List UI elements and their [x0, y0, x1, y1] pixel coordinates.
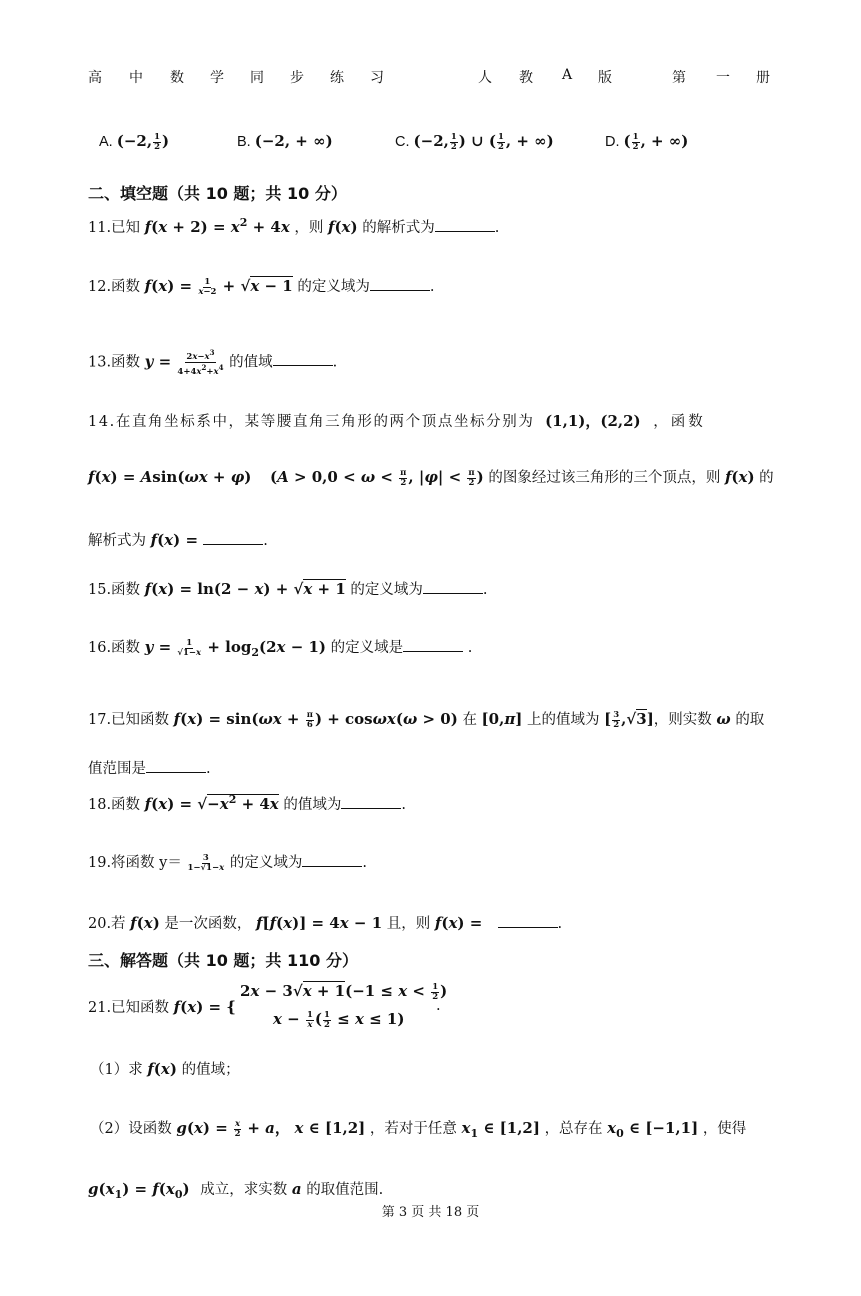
q21-math: a	[265, 1119, 275, 1137]
option-c	[395, 132, 554, 152]
q21-part-2-line2	[88, 1178, 383, 1201]
header-char: 练	[330, 70, 344, 86]
q21-math: 1	[470, 1126, 479, 1140]
header-char: 册	[756, 70, 770, 86]
q19-text: 的定义域为	[229, 855, 303, 871]
q21-text: 的取值范围.	[306, 1182, 384, 1198]
q21-part-1	[90, 1058, 240, 1079]
q21-math: x	[294, 1119, 304, 1137]
q21-math: g	[176, 1119, 187, 1137]
q14-text: 的	[759, 470, 774, 486]
q18-number: 18.函数	[88, 797, 141, 813]
q14-math: ) =	[173, 531, 204, 549]
question-16	[88, 636, 472, 659]
q20-text: 且，则	[386, 916, 431, 932]
q21-math: ∈ [−1,1]	[623, 1119, 699, 1137]
q21-text: 的值域；	[181, 1062, 240, 1078]
header-char: 一	[716, 70, 730, 86]
q20-math: f	[130, 914, 137, 932]
q21-math: (	[180, 998, 188, 1016]
q17-math: (	[395, 710, 403, 728]
q18-math: (	[151, 795, 159, 813]
q21-math: ) = {	[196, 998, 236, 1016]
q14-fx: x	[738, 468, 748, 486]
q14-math: (	[94, 468, 102, 486]
q21-part-2	[90, 1117, 746, 1140]
q15-text: 的定义域为	[350, 582, 423, 598]
q21-math: )	[169, 1060, 177, 1078]
q19-fraction: $\frac{3}{1-√1-x}$	[187, 852, 225, 873]
q16-number: 16.函数	[88, 640, 141, 656]
q15-number: 15.函数	[88, 582, 141, 598]
page-footer: 第 3 页 共 18 页	[381, 1205, 480, 1220]
option-d-label: D.	[605, 134, 620, 150]
answer-blank	[302, 852, 362, 867]
q20-math: x	[143, 914, 153, 932]
q14-math: f	[88, 468, 95, 486]
option-d-math: ( $\frac{1}{2}$ , + ∞)	[623, 131, 689, 152]
q18-text: 的值域为	[283, 797, 342, 813]
q12-text: 的定义域为	[297, 279, 370, 295]
q20-math: (	[136, 914, 144, 932]
q20-math: )	[152, 914, 160, 932]
section-3-title: 三、解答题（共 10 题；共 110 分）	[88, 951, 358, 970]
q17-number: 17.已知函数	[88, 712, 170, 728]
q13-fraction: $\frac{2x-x^3}{4+4x^2+x^4}$	[177, 348, 224, 377]
question-14-line3	[88, 529, 268, 550]
section-2-title: 二、填空题（共 10 题；共 10 分）	[88, 184, 347, 203]
q21-math: )	[182, 1180, 190, 1198]
q17-text: 上的值域为	[527, 712, 600, 728]
q13-text: 的值域	[229, 354, 273, 371]
q11-math: + 4	[247, 218, 281, 236]
q11-period: .	[494, 220, 500, 236]
q20-math: − 1	[348, 914, 383, 932]
option-c-label: C.	[395, 134, 410, 150]
q14-math: sin(	[152, 468, 185, 486]
q12-period: .	[429, 279, 435, 295]
header-char: 人	[478, 70, 492, 86]
q18-math: x	[158, 795, 168, 813]
q21-period: .	[436, 998, 441, 1014]
q17-text: ，则实数	[653, 712, 712, 728]
q20-math: f	[269, 914, 277, 932]
q21-number: 21.已知函数	[88, 1000, 170, 1016]
q11-number: 11.已知	[88, 220, 141, 236]
q14-period: .	[263, 533, 268, 549]
q21-math: ) =	[202, 1119, 234, 1137]
q14-math: x	[164, 531, 174, 549]
q15-math: x + 1	[303, 580, 346, 598]
q15-math: (	[151, 580, 159, 598]
question-12	[88, 275, 434, 297]
q17-math: ωx	[372, 710, 396, 728]
q21-math: ∈ [1,2]	[303, 1119, 366, 1137]
q17-math: f	[173, 710, 181, 728]
q17-math: ) = sin(	[196, 710, 259, 728]
question-21	[88, 996, 236, 1017]
q14-text: 解析式为	[88, 533, 146, 549]
q17-omega: ω	[716, 710, 731, 728]
q12-math: + √	[217, 277, 251, 295]
q21-math: x	[187, 998, 197, 1016]
q14-math: φ	[230, 468, 245, 486]
answer-blank	[146, 758, 206, 773]
answer-blank	[341, 794, 401, 809]
q20-math: x	[339, 914, 349, 932]
q21-math: f	[147, 1060, 154, 1078]
q17-math: ωx	[258, 710, 282, 728]
q17-text: 在	[462, 712, 477, 728]
q14-math: (	[157, 531, 165, 549]
q21-text: ，使得	[702, 1121, 747, 1137]
q20-period: .	[557, 916, 563, 932]
q21-math: x	[165, 1180, 175, 1198]
q15-math: x	[254, 580, 264, 598]
q16-math: y	[144, 638, 154, 656]
q21-piece-2: x − $\frac{1}{x}$ ( $\frac{1}{2}$ ≤ x ≤ 1)	[273, 1009, 405, 1030]
q12-number: 12.函数	[88, 279, 141, 295]
q20-math: f	[256, 914, 263, 932]
q20-math: [	[262, 914, 270, 932]
q17-fraction: $\frac{\pi}{6}$	[306, 709, 313, 730]
q11-math: (	[151, 218, 159, 236]
q21-math: (	[98, 1180, 106, 1198]
q19-period: .	[362, 855, 367, 871]
header-char: 第	[672, 70, 686, 86]
q16-text: 的定义域是	[330, 640, 404, 656]
q21-math: (	[158, 1180, 166, 1198]
header-char: 版	[598, 70, 612, 86]
q21-math: 1	[114, 1187, 123, 1201]
q11-math: 2	[239, 216, 248, 230]
q21-math: g	[88, 1180, 99, 1198]
q14-math: ) =	[110, 468, 141, 486]
q11-fx: f	[327, 218, 335, 236]
page-header	[0, 67, 861, 87]
q19-number: 19.将函数 y＝	[88, 855, 182, 871]
option-a-label: A.	[99, 134, 113, 150]
q17-math: +	[281, 710, 305, 728]
option-c-math: (−2, $\frac{1}{2}$ ) ∪ ( $\frac{1}{2}$ , + ∞)	[413, 131, 554, 152]
q21-math: 0	[174, 1187, 183, 1201]
q11-math: x	[158, 218, 168, 236]
header-char: 教	[519, 70, 533, 86]
q12-fraction: $\frac{1}{x-2}$	[198, 276, 217, 297]
q16-math: − 1)	[285, 638, 327, 656]
q20-math: f	[434, 914, 442, 932]
q17-text: 的取	[735, 712, 765, 728]
header-char: 学	[210, 70, 224, 86]
q21-math: 0	[616, 1126, 624, 1140]
q21-math: x	[461, 1119, 471, 1137]
q21-text: （2）设函数	[90, 1121, 172, 1137]
q13-math: =	[153, 352, 177, 371]
q11-fx: x	[341, 218, 351, 236]
q21-math: x	[105, 1180, 115, 1198]
q15-math: x	[158, 580, 168, 598]
q14-math: )	[244, 468, 252, 486]
header-char: A	[562, 67, 573, 83]
question-17-line2	[88, 757, 211, 778]
q21-fraction: $\frac{x}{2}$	[234, 1118, 241, 1139]
q15-math: f	[144, 580, 152, 598]
header-char: 数	[170, 70, 184, 86]
q16-period: .	[467, 640, 473, 656]
q21-math: +	[242, 1119, 266, 1137]
q21-math: x	[193, 1119, 203, 1137]
q11-math: + 2) =	[167, 218, 231, 236]
q21-text: 成立，求实数	[200, 1182, 288, 1198]
answer-blank	[273, 351, 333, 366]
q21-math: f	[173, 998, 181, 1016]
q14-math: x	[101, 468, 111, 486]
question-17-line1	[88, 708, 764, 730]
answer-blank	[498, 913, 558, 928]
q12-math: (	[151, 277, 159, 295]
answer-blank	[403, 637, 463, 652]
q17-period: .	[206, 761, 211, 777]
question-14-line1	[88, 410, 772, 431]
q21-math: (	[153, 1060, 161, 1078]
q18-math: $-x^2 + 4x$	[207, 793, 279, 813]
q20-math: x	[283, 914, 293, 932]
q12-math: x	[158, 277, 168, 295]
q12-math: f	[144, 277, 152, 295]
q21-math: ) =	[122, 1180, 153, 1198]
header-char: 中	[129, 70, 143, 86]
option-a	[99, 132, 169, 152]
q17-interval: [0,π]	[481, 710, 523, 728]
q20-math: (	[276, 914, 284, 932]
q12-math: ) =	[167, 277, 198, 295]
q12-math: x − 1	[250, 277, 293, 295]
q15-period: .	[482, 582, 488, 598]
q13-number: 13.函数	[88, 354, 141, 371]
q17-text: 值范围是	[88, 761, 146, 777]
option-b	[237, 132, 333, 150]
q15-math: ) = ln(2 −	[167, 580, 255, 598]
q17-math: ω	[402, 710, 418, 728]
q21-text: ，若对于任意	[369, 1121, 457, 1137]
header-char: 步	[290, 70, 304, 86]
q21-text: ，总存在	[544, 1121, 603, 1137]
q20-math: ) =	[457, 914, 488, 932]
q15-math: ) + √	[263, 580, 304, 598]
answer-blank	[435, 217, 495, 232]
q21-math: x	[160, 1060, 170, 1078]
q21-math: (	[186, 1119, 194, 1137]
q17-range: [ $\frac{3}{2}$ ,√3]	[604, 709, 654, 730]
header-char: 同	[250, 70, 264, 86]
q14-math: ωx	[184, 468, 208, 486]
option-b-math: (−2, + ∞)	[254, 132, 333, 150]
answer-blank	[423, 579, 483, 594]
q14-fx: f	[724, 468, 732, 486]
answer-blank	[370, 276, 430, 291]
q16-fraction: $\frac{1}{√1-x}$	[177, 637, 202, 658]
q11-math: x	[280, 218, 290, 236]
option-a-math: (−2, $\frac{1}{2}$ )	[116, 131, 170, 152]
q16-math: x	[276, 638, 286, 656]
q11-math: x	[230, 218, 240, 236]
q18-math: f	[144, 795, 152, 813]
option-b-label: B.	[237, 134, 251, 150]
question-15	[88, 578, 488, 599]
q20-math: x	[448, 914, 458, 932]
question-13	[88, 348, 337, 377]
question-20	[88, 912, 562, 933]
q21-piece-1: 2x − 3√x + 1(−1 ≤ x < $\frac{1}{2}$ )	[240, 981, 448, 1002]
question-19	[88, 851, 367, 873]
question-11	[88, 216, 499, 237]
q11-fx: (	[334, 218, 342, 236]
q14-math: +	[207, 468, 231, 486]
answer-blank	[203, 530, 263, 545]
q17-math: x	[187, 710, 197, 728]
q14-text: 的图象经过该三角形的三个顶点，则	[488, 470, 721, 486]
q21-math: f	[152, 1180, 159, 1198]
q14-text: ，函数	[653, 414, 706, 430]
q18-period: .	[401, 797, 406, 813]
q20-math: )] = 4	[292, 914, 340, 932]
q14-fx: )	[747, 468, 755, 486]
q11-text: 的解析式为	[362, 220, 435, 236]
q20-math: (	[441, 914, 449, 932]
question-14-line2	[88, 466, 774, 488]
q18-math: ) = √	[167, 795, 208, 813]
header-char: 习	[370, 70, 384, 86]
option-d	[605, 132, 688, 152]
question-18	[88, 793, 406, 814]
q11-text: ，则	[294, 220, 324, 236]
q21-text: （1）求	[90, 1062, 143, 1078]
q11-fx: )	[350, 218, 358, 236]
q14-cond: (A > 0,0 < ω < $\frac{\pi}{2}$ , |φ| < $\frac{\pi}{2}$ )	[269, 467, 484, 488]
q17-math: ) + cos	[314, 710, 373, 728]
q21-math: x	[607, 1119, 617, 1137]
header-char: 高	[88, 70, 102, 86]
q16-math: + $\log_2(2$	[202, 638, 277, 659]
q17-math: > 0)	[417, 710, 458, 728]
q14-points: (1,1)，(2,2)	[545, 412, 641, 430]
q20-text: 是一次函数，	[164, 916, 252, 932]
q17-math: (	[180, 710, 188, 728]
q21-math: ，	[274, 1119, 290, 1137]
q11-math: f	[144, 218, 152, 236]
q14-math: f	[150, 531, 158, 549]
q14-text: 14.在直角坐标系中，某等腰直角三角形的两个顶点坐标分别为	[88, 414, 535, 430]
q21-math: ∈ [1,2]	[478, 1119, 540, 1137]
q21-math: a	[291, 1180, 302, 1198]
q14-math: A	[140, 468, 153, 486]
q13-math: y	[144, 352, 154, 371]
q14-fx: (	[731, 468, 739, 486]
q13-period: .	[332, 354, 338, 371]
q16-math: =	[153, 638, 177, 656]
q20-number: 20.若	[88, 916, 126, 932]
